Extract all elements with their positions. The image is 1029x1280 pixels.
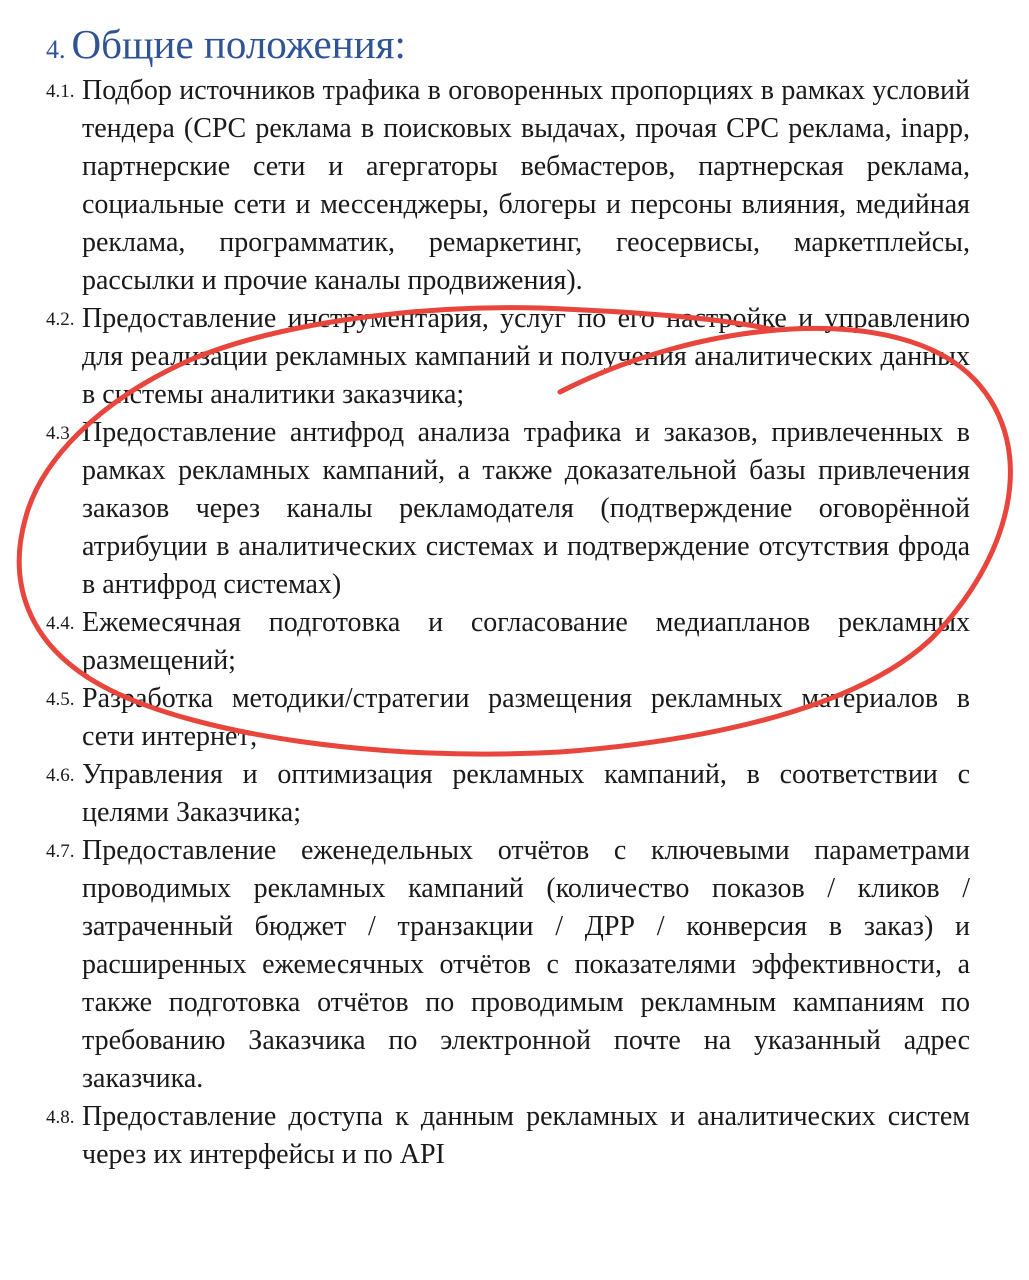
clause-text: Управления и оптимизация рекламных кампаний, в соответствии с целями Заказчика;: [82, 759, 970, 828]
clause-number: 4.8.: [46, 1107, 75, 1128]
clause-text: Предоставление инструментария, услуг по его настройке и управлению для реализации рекламных кампаний и получения аналитических данных в системы аналитики заказчика;: [82, 303, 970, 410]
clause-number: 4.1.: [46, 81, 75, 102]
clause-item: [0, 72, 970, 300]
clause-text: Предоставление антифрод анализа трафика и заказов, привлеченных в рамках рекламных кампаний, а также доказательной базы привлечения заказов через каналы рекламодателя (подтверждение оговорённой атрибуции в аналитических системах и подтверждение отсутствия фрода в антифрод системах): [82, 417, 970, 600]
clause-text: Подбор источников трафика в оговоренных пропорциях в рамках условий тендера (CPC реклама в поисковых выдачах, прочая CPC реклама, inapp, партнерские сети и агергаторы вебмастеров, партнерская реклама, социальные сети и мессенджеры, блогеры и персоны влияния, медийная реклама, программатик, ремаркетинг, геосервисы, маркетплейсы, рассылки и прочие каналы продвижения).: [82, 75, 970, 296]
clause-item: [0, 604, 970, 680]
clause-item: [0, 1098, 970, 1174]
clause-item: [0, 680, 970, 756]
clause-item: [0, 414, 970, 604]
clause-number: 4.7.: [46, 841, 75, 862]
section-title: Общие положения:: [71, 21, 406, 67]
section-number: 4.: [46, 35, 66, 64]
clause-item: [0, 300, 970, 414]
clause-text: Предоставление еженедельных отчётов с ключевыми параметрами проводимых рекламных кампаний (количество показов / кликов / затраченный бюджет / транзакции / ДРР / конверсия в заказ) и расширенных ежемесячных отчётов с показателями эффективности, а также подготовка отчётов по проводимым рекламным кампаниям по требованию Заказчика по электронной почте на указанный адрес заказчика.: [82, 835, 970, 1094]
clause-item: [0, 832, 970, 1098]
clause-number: 4.2.: [46, 309, 75, 330]
clause-number: 4.4.: [46, 613, 75, 634]
clause-text: Предоставление доступа к данным рекламных и аналитических систем через их интерфейсы и по API: [82, 1101, 970, 1170]
clause-list: [0, 72, 1029, 1174]
clause-text: Разработка методики/стратегии размещения рекламных материалов в сети интернет;: [82, 683, 970, 752]
clause-item: [0, 756, 970, 832]
section-heading: [46, 20, 406, 68]
clause-number: 4.3.: [46, 423, 75, 444]
clause-number: 4.5.: [46, 689, 75, 710]
clause-text: Ежемесячная подготовка и согласование медиапланов рекламных размещений;: [82, 607, 970, 676]
clause-number: 4.6.: [46, 765, 75, 786]
